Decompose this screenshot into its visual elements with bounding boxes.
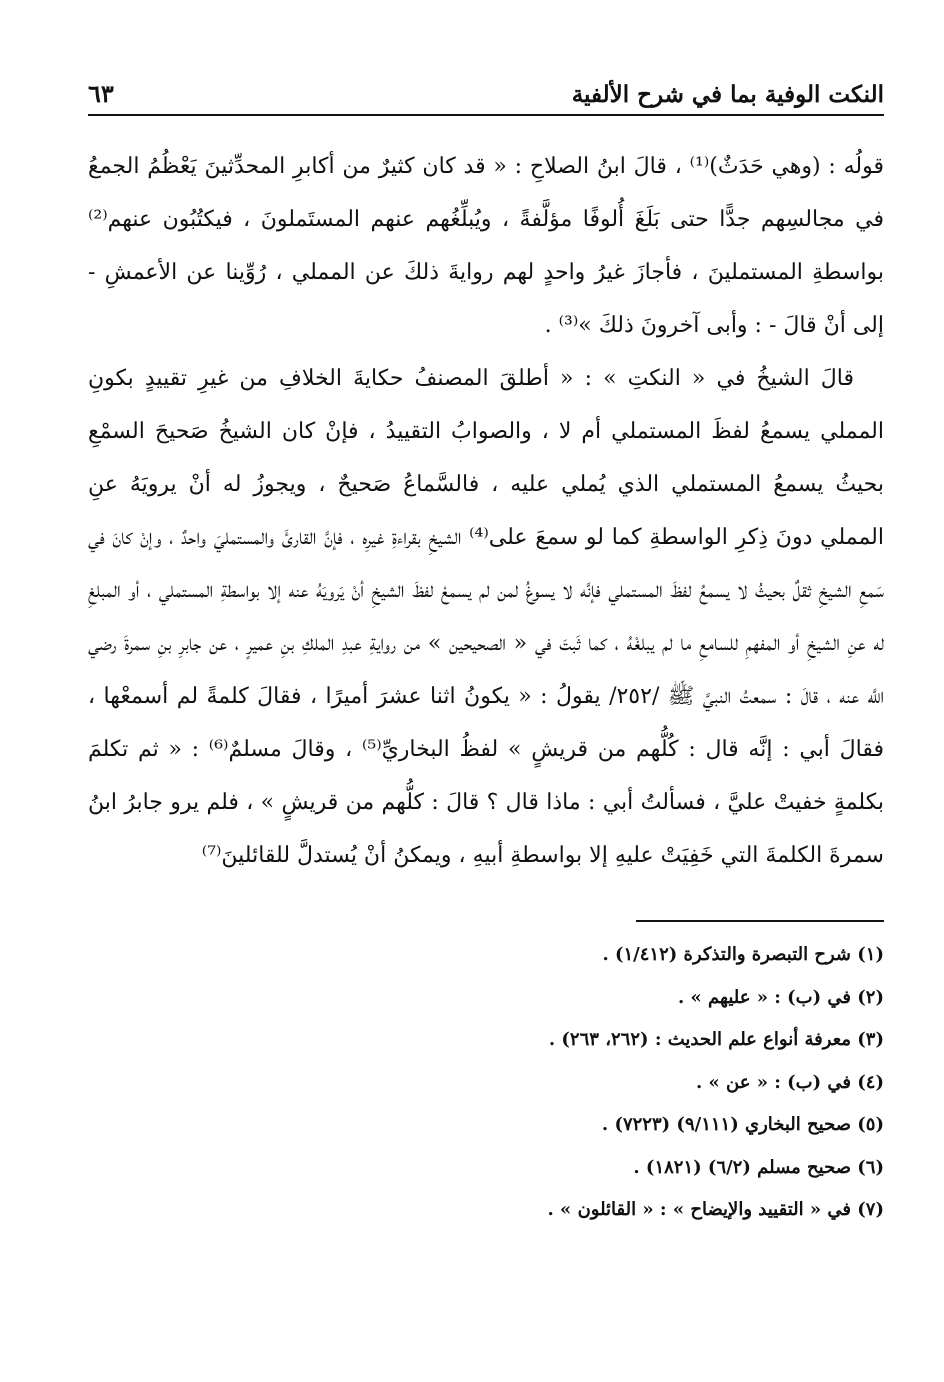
main-text [88, 140, 884, 882]
footnote: (٦) صحيح مسلم (٦/٢) (١٨٢١) . [633, 1156, 884, 1178]
running-header [88, 60, 884, 108]
footnote: (٢) في (ب) : « عليهم » . [678, 986, 884, 1008]
footnote: (٥) صحيح البخاري (٩/١١١) (٧٢٢٣) . [601, 1114, 884, 1135]
running-title: النكت الوفية بما في شرح الألفية [571, 81, 884, 108]
footnote: (١) شرح التبصرة والتذكرة (١/٤١٢) . [602, 944, 884, 965]
paragraph: قالَ الشيخُ في « النكتِ » : « أطلقَ المصنفُ حكايةَ الخلافِ من غيرِ تقييدٍ بكونِ المملي يسمعُ لفظَ المستملي أم لا ، والصوابُ التقييدُ ، فإنْ كان الشيخُ صَحيحَ السمْعِ بحيثُ يسمعُ المستملي الذي يُملي عليه ، فالسَّماعُ صَحيحٌ ، ويجوزُ له أنْ يرويَهُ عنِ المملي دونَ ذِكرِ الواسطةِ كما لو سمعَ على⁽⁴⁾ الشيخِ بقراءةِ غيرِه ، فإنَّ القارئَ والمستمليَ واحدٌ ، وإنْ كانَ في سَمعِ الشيخِ ثقلٌ بحيثُ لا يسمعُ لفظَ المستملي فإنَّه لا يسوغُ لمن لم يسمعْ لفظَ الشيخِ أنْ يَرويَهُ عنه إلا بواسطةِ المستملي ، أو المبلغِ له عنِ الشيخِ أو المفهمِ للسامعِ ما لم يبلغْهُ ، كما ثَبتَ في « الصحيحين » من روايةِ عبدِ الملكِ بنِ عميرٍ ، عن جابرِ بنِ سمرةَ رضي اللَّه عنه ، قالَ : سمعتُ النبيَّ ﷺ /٢٥٢/ يقولُ : « يكونُ اثنا عشرَ أميرًا ، فقالَ كلمةً لم أسمعْها ، فقالَ أبي : إنَّه قال : كُلُّهم من قريشٍ » لفظُ البخاريِّ⁽⁵⁾ ، وقالَ مسلمٌ⁽⁶⁾ : « ثم تكلمَ بكلمةٍ خفيتْ عليَّ ، فسألتُ أبي : ماذا قال ؟ قالَ : كلُّهم من قريشٍ » ، فلم يرو جابرُ ابنُ سمرةَ الكلمةَ التي خَفِيَتْ عليهِ إلا بواسطةِ أبيهِ ، ويمكنُ أنْ يُستدلَّ للقائلينَ⁽⁷⁾ [88, 366, 885, 868]
footnote: (٣) معرفة أنواع علم الحديث : (٢٦٢، ٢٦٣) . [548, 1029, 884, 1050]
footnote-separator [636, 920, 884, 922]
paragraph: قولُه : (وهي حَدَثٌ)⁽¹⁾ ، قالَ ابنُ الصلاحِ : « قد كان كثيرٌ من أكابرِ المحدِّثينَ يَعْظُمُ الجمعُ في مجالسِهم جدًّا حتى بَلَغَ أُلوفًا مؤلَّفةً ، ويُبلِّغُهم عنهم المستَملونَ ، فيكتُبُون عنهم⁽²⁾ بواسطةِ المستملينَ ، فأجازَ غيرُ واحدٍ لهم روايةَ ذلكَ عن المملي ، رُوِّينا عن الأعمشِ - إلى أنْ قالَ - : وأبى آخرونَ ذلكَ »⁽³⁾ . [88, 154, 885, 338]
page-number: ٦٣ [88, 79, 114, 108]
footnote: (٧) في « التقييد والإيضاح » : « القائلون » . [547, 1199, 884, 1220]
header-rule [88, 114, 884, 116]
footnotes [88, 934, 884, 1232]
book-page [88, 60, 884, 1360]
footnote: (٤) في (ب) : « عن » . [695, 1071, 884, 1093]
